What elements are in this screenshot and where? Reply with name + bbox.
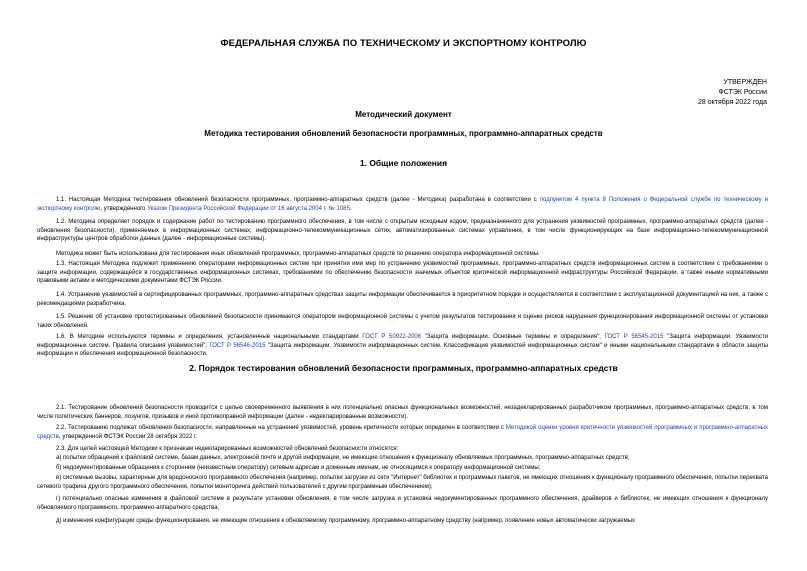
document-title: Методика тестирования обновлений безопасности программных, программно-аппаратных средств (204, 129, 603, 138)
approval-stamp (698, 78, 767, 108)
gost-50922-link[interactable]: ГОСТ Р 50922-2006 (362, 334, 422, 340)
decree-link[interactable]: Указом Президента Российской Федерации от 16 августа 2004 г. № 1085 (147, 205, 350, 212)
paragraph-1-5: 1.5. Решение об установке протестированных обновлений безопасности принимается оператором информационной системы с учетом результатов тестирования и оценки рисков нарушения функционирования информационной системы от установки таких обновлений. (37, 314, 768, 329)
paragraph-1-4: 1.4. Устранение уязвимостей в сертифицированных программных, программно-аппаратных средствах защиты информации обеспечивается в приоритетном порядке и осуществляется в соответствии с эксплуатационной документацией на них, а также с рекомендациями разработчика. (37, 292, 768, 307)
paragraph-1-3: 1.3. Настоящая Методика подлежит применению операторами информационных систем при принятии ими мер по устранению уязвимостей программных, программно-аппаратных средств информационных систем в соответствии с требованиями о защите информации, содержащейся в государственных информационных системах, требованиями по обеспечению безопасности значимых объектов критической информационной инфраструктуры Российской Федерации, а также иными нормативными правовыми актами и методическими документами ФСТЭК России. (37, 261, 768, 285)
paragraph-text: "Защита информации. Уязвимости информационных систем. Правила описания уязвимостей", (37, 334, 768, 349)
document-type: Методический документ (355, 110, 452, 119)
paragraph-text: , утвержденной ФСТЭК России 28 октября 2022 г. (58, 433, 198, 440)
regulation-link[interactable]: подпунктом 4 пункта 8 Положения о Федеральной службе по техническому и экспортному контролю (37, 197, 768, 212)
list-item-g: г) потенциально опасные изменения в файловой системе в результате установки обновления, в том числе загрузка и установка недокументированных программного обеспечения, драйверов и библиотек, не имеющих отношения к функционалу обновляемого программного, программно-аппаратного средства; (37, 496, 768, 511)
paragraph-1-2-note: Методика может быть использована для тестирования иных обновлений программных, программно-аппаратных средств по решению оператора информационной системы. (56, 251, 540, 257)
section-1-heading: 1. Общие положения (359, 158, 448, 168)
gost-56546-link[interactable]: ГОСТ Р 56546-2015 (209, 342, 266, 349)
paragraph-2-1: 2.1. Тестирование обновлений безопасности проводится с целью своевременного выявления в них потенциально опасных функциональных возможностей, незадекларированных разработчиком программных, программно-аппаратных средств, в том числе политических баннеров, лозунгов, призывов и иной противоправной информации (далее - недекларированные возможности). (37, 405, 768, 420)
list-item-a: а) попытки обращений к файловой системе, базам данных, электронной почте и другой информации, не имеющие отношения к функционалу обновляемых программных, программно-аппаратных средств; (56, 455, 630, 461)
paragraph-text: 1.6. В Методике используются термины и определения, установленные национальными стандартами (56, 334, 363, 340)
gost-56545-link[interactable]: ГОСТ Р 56545-2015 (604, 334, 664, 340)
approved-label: УТВЕРЖДЕН (723, 79, 767, 86)
paragraph-1-2: 1.2. Методика определяет порядок и содержание работ по тестированию программного обеспечения, в том числе с открытым исходным кодом, предназначенного для устранения уязвимостей программных, программно-аппаратных средств (далее - обновления безопасности), применяемых в информационных системах, информационно-телекоммуникационных сетях, автоматизированных системах управления, в том числе функционирующих на базе информационно-телекоммуникационной инфраструктуры центров обработки данных (далее - информационные системы). (37, 219, 768, 243)
paragraph-text: 1.1. Настоящая Методика тестирования обновлений безопасности программных, программно-аппаратных средств (далее - Методика) разработана в соответствии с (56, 197, 540, 203)
paragraph-text: , утвержденного (100, 205, 148, 212)
agency-title: ФЕДЕРАЛЬНАЯ СЛУЖБА ПО ТЕХНИЧЕСКОМУ И ЭКСПОРТНОМУ КОНТРОЛЮ (220, 38, 587, 49)
paragraph-text: "Защита информации. Уязвимости информационных систем. Классификация уязвимостей информационных систем" и иными национальными стандартами в области защиты информации и обеспечения информационной безопасности. (37, 342, 769, 358)
list-item-b: б) недокументированные обращения к сторонним (неизвестным оператору) сетевым адресам и доменным именам, не относящимся к оператору информационной системы; (56, 465, 541, 471)
approved-by: ФСТЭК России (718, 89, 767, 96)
methodology-link[interactable]: Методикой оценки уровня критичности уязвимостей программных и программно-аппаратных средств (37, 425, 768, 440)
list-item-d: д) изменения конфигурации среды функционирования, не имеющие отношения к обновляемому программному, программно-аппаратному средству (например, появление новых автоматически загружаемых (56, 518, 636, 524)
paragraph-2-3: 2.3. Для целей настоящей Методики к признакам недекларированных возможностей обновлений безопасности относятся: (56, 446, 399, 452)
section-2-heading: 2. Порядок тестирования обновлений безопасности программных, программно-аппаратных средств (189, 363, 618, 373)
paragraph-text: . (349, 205, 352, 212)
list-item-v: в) системные вызовы, характерные для вредоносного программного обеспечения (например, попытки загрузки из сети "Интернет" библиотек и программных пакетов, не имеющих отношения к функционалу программного обеспечения, попытки перехвата сетевого трафика другого программного обеспечения, попытки мониторинга действий пользователей с другим программным обеспечением); (37, 475, 768, 490)
paragraph-text: "Защита информации. Основные термины и определения", (421, 334, 605, 340)
paragraph-1-1 (37, 196, 768, 213)
paragraph-1-6 (37, 333, 768, 359)
paragraph-2-2 (37, 424, 768, 441)
paragraph-text: 2.2. Тестированию подлежат обновления безопасности, направленные на устранение уязвимостей, уровень критичности которых определен в соответствии с (56, 425, 506, 431)
approved-date: 28 октября 2022 года (698, 99, 767, 106)
